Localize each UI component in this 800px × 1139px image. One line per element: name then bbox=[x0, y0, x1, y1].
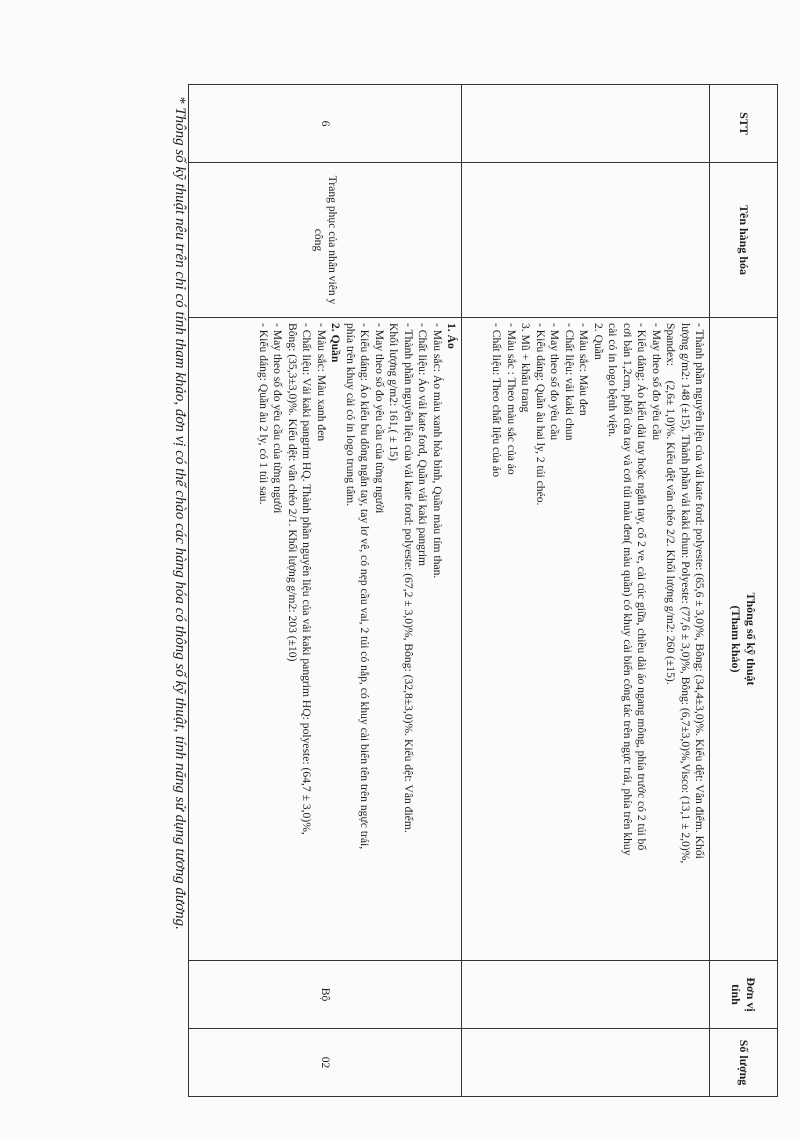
header-row bbox=[710, 85, 778, 1097]
header-spec bbox=[710, 318, 778, 961]
row6-unit: Bộ bbox=[189, 961, 462, 1029]
heading-ao: 1. Áo bbox=[445, 323, 458, 349]
header-stt: STT bbox=[710, 85, 778, 163]
row6-qty: 02 bbox=[189, 1029, 462, 1097]
table-row-continued bbox=[462, 85, 710, 1097]
header-spec-title: Thông số kỹ thuật bbox=[744, 592, 759, 686]
spec-table bbox=[188, 84, 778, 1097]
row6-spec-cell: 1. Áo - Màu sắc: Áo màu xanh hòa bình, Quần màu tím than. - Chất liệu: Áo vải kate ford, Quần vải kaki pangrim - Thành phần nguyên liệu của vải kate ford: polyeste: (67,2 ± 3,0)%, Bông: (32,8±3,0)%. Kiểu dệt: Vân điểm. Khối lượng g/m2: 161,( ± 15) - May theo số đo yêu cầu của từng người - Kiểu dáng: Áo kiểu bu dông ngắn tay, tay lơ vê, có nẹp cầu vai, 2 túi có nắp, có khuy cài biển tên trên ngực trái, phía trên khuy cài có in logo trung tâm. 2. Quần - Màu sắc: Màu xanh đen - Chất liệu: Vải kaki pangrim HQ. Thành phần nguyên liệu của vải kaki pangrim HQ: polyeste: (64,7 ± 3,0)%, Bông: (35,3±3,0)%. Kiểu dệt: vân chéo 2/1. Khối lượng g/m2: 203 (±10) - May theo số đo yêu cầu của từng người - Kiểu dáng: Quần âu 2 ly, có 1 túi sau. bbox=[189, 318, 462, 961]
heading-quan: 2. Quần bbox=[329, 323, 343, 363]
header-spec-sub: (Tham khảo) bbox=[729, 605, 744, 673]
table-row-6 bbox=[189, 85, 462, 1097]
header-name: Tên hàng hóa bbox=[710, 163, 778, 318]
footnote: * Thông số kỹ thuật nêu trên chỉ có tính tham khảo, đơn vị có thể chào các hàng hóa có thông số kỹ thuật, tính năng sử dụng tương đương. bbox=[172, 96, 188, 930]
header-qty: Số lượng bbox=[710, 1029, 778, 1097]
continued-spec-cell: - Thành phần nguyên liệu của vải kate ford: polyeste: (65,6 ± 3,0)%, Bông: (34,4±3,0)%. Kiểu dệt: Vân điểm. Khối lượng g/m2: 148 (±15). Thành phần vải kaki chun: Polyeste: (77,6 ± 3,0)%, Bông: (6,7±3,0)%,Visco: (13,1 ± 2,0)%, Spandex: (2,6± 1,0)%. Kiểu dệt vân chéo 2/2. Khối lượng g/m2: 260 (±15). - May theo số đo yêu cầu - Kiểu dáng: Áo kiểu dài tay hoặc ngắn tay, cổ 2 ve, cài cúc giữa, chiều dài áo ngang mông, phía trước có 2 túi bổ cơi bản 1,2cm, phối cửa tay và cơi túi màu đen( màu quần) có khuy cài biển công tác trên ngực trái, phía trên khuy cài có in logo bệnh viện. 2. Quần - Màu sắc: Màu đen - Chất liệu: vải kaki chun - May theo số đo yêu cầu - Kiểu dáng: Quần âu hai ly, 2 túi chéo. 3. Mũ + khẩu trang - Màu sắc : Theo màu sắc của áo - Chất liệu: Theo chất liệu của áo bbox=[462, 318, 710, 961]
row6-stt: 6 bbox=[189, 85, 462, 163]
header-unit: Đơn vị tính bbox=[710, 961, 778, 1029]
row6-name: Trang phục của nhân viên y công bbox=[189, 163, 462, 318]
